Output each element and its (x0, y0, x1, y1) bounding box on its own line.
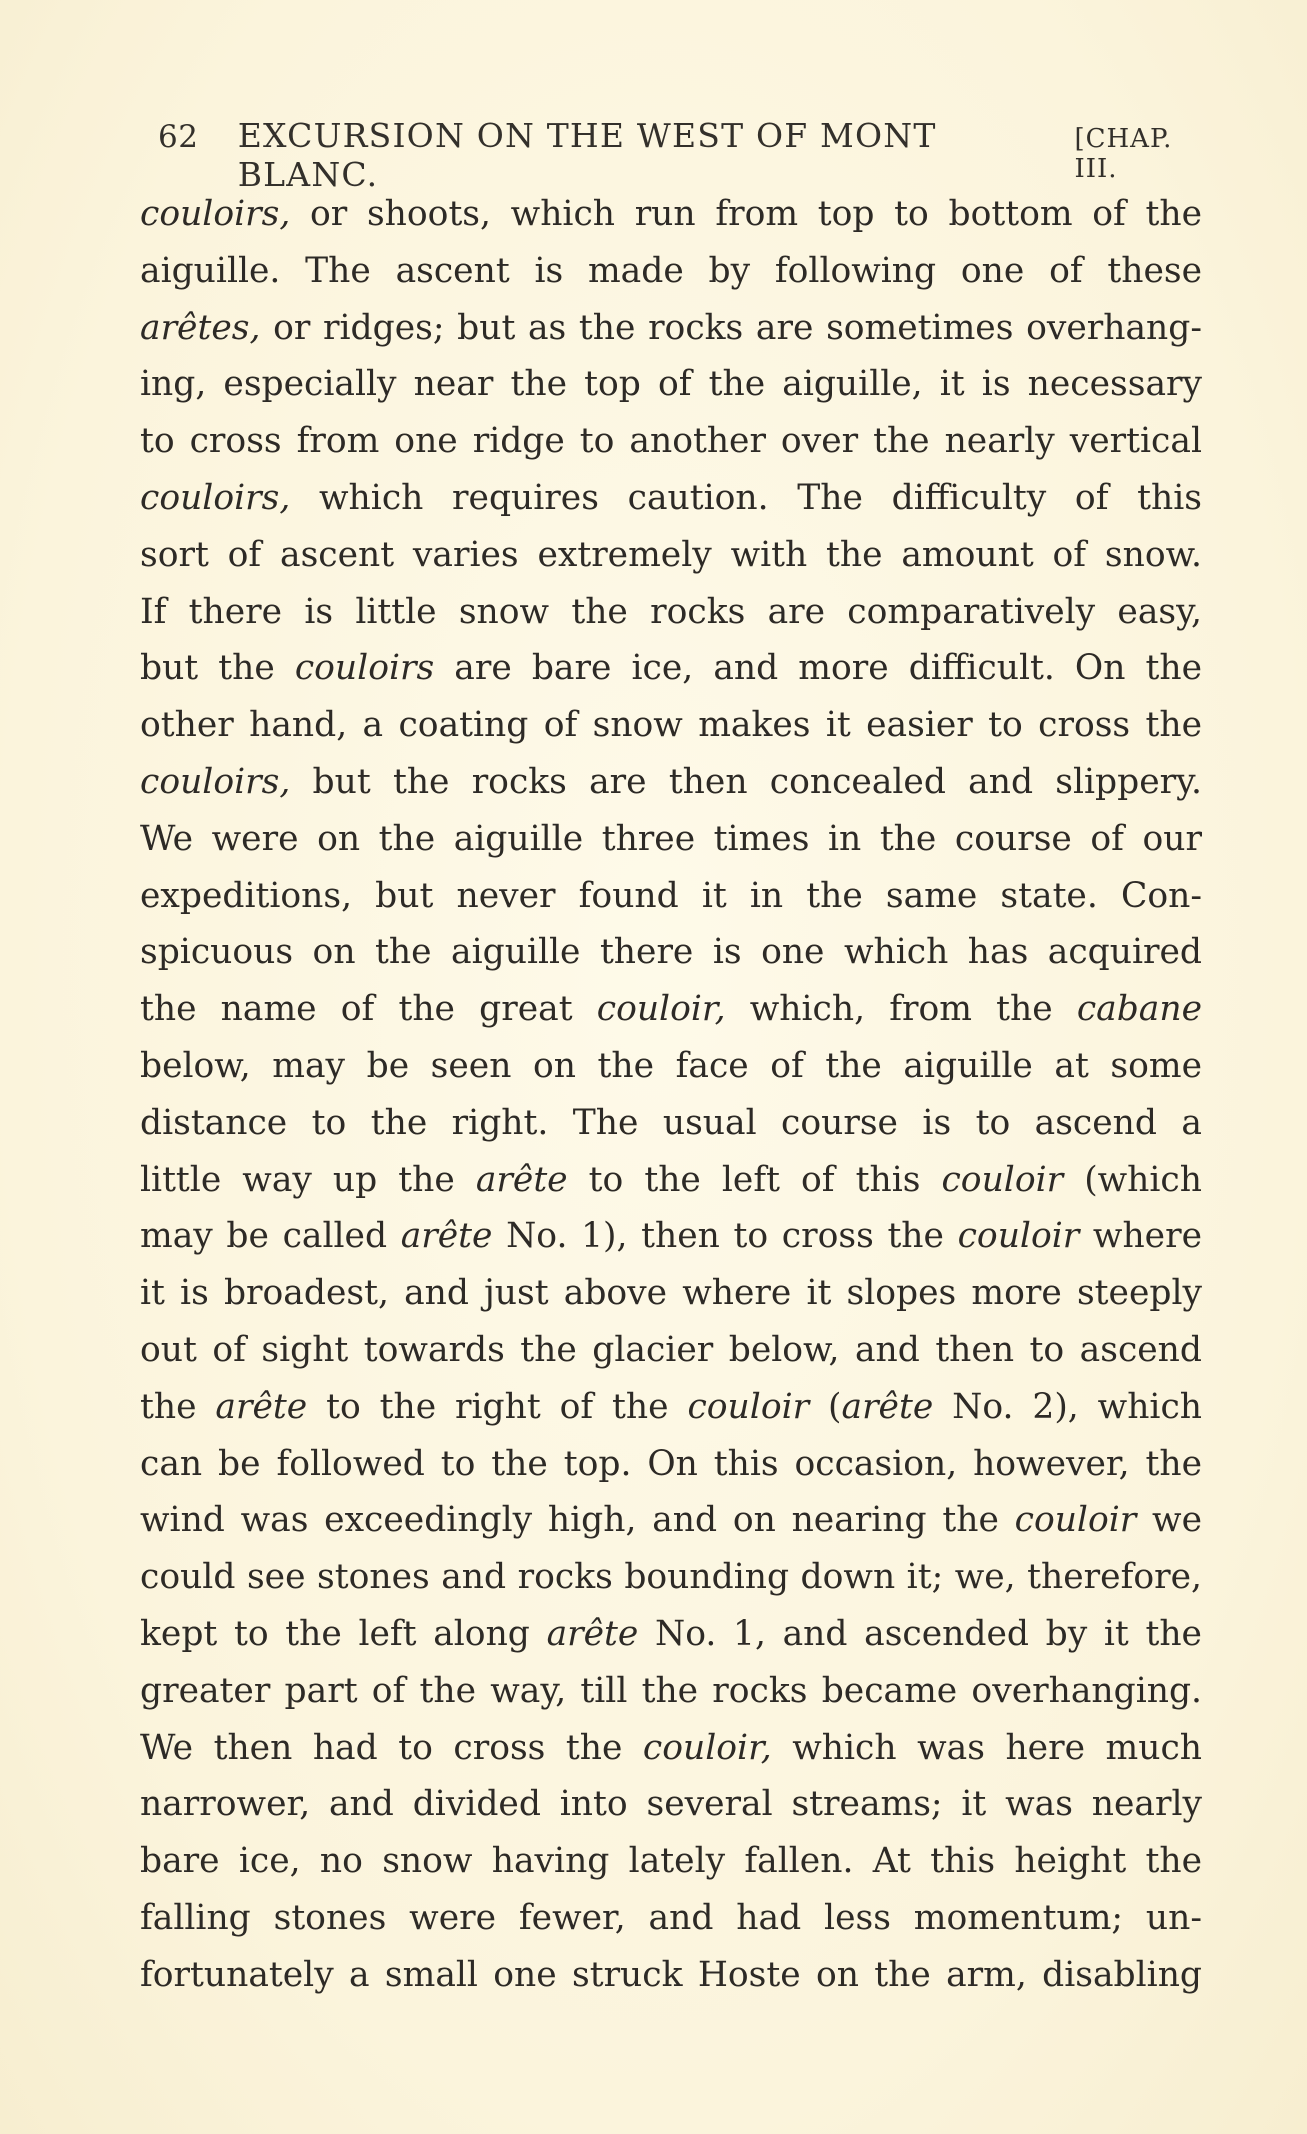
italic-term: couloirs, (140, 194, 291, 234)
text-line (140, 1095, 1202, 1152)
italic-term: arête (475, 1159, 568, 1200)
text-segment: We were on the aiguille three times in the course of our (140, 818, 1202, 859)
text-line (140, 1038, 1202, 1095)
italic-term: cabane (1076, 989, 1202, 1030)
text-segment: could see stones and rocks bounding down it; we, therefore, (140, 1557, 1202, 1598)
text-line (140, 356, 1202, 413)
text-segment: out of sight towards the glacier below, and then to ascend (140, 1329, 1202, 1370)
italic-term: couloir (957, 1216, 1080, 1257)
text-line (140, 1265, 1202, 1322)
italic-term: couloirs, (140, 477, 291, 518)
italic-term: arête (546, 1613, 639, 1654)
text-segment: If there is little snow the rocks are comparatively easy, (140, 591, 1202, 632)
text-segment: which, from the (725, 989, 1077, 1030)
text-segment: which requires caution. The difficulty of this (290, 477, 1202, 518)
text-segment: the (140, 1386, 216, 1427)
text-segment: it is broadest, and just above where it slopes more steeply (140, 1273, 1202, 1314)
text-segment: aiguille. The ascent is made by following one of these (140, 250, 1202, 291)
text-segment: to the right of the (307, 1386, 688, 1427)
text-line (140, 300, 1202, 357)
italic-term: arête (400, 1216, 493, 1257)
text-segment: but the (140, 648, 295, 689)
text-line (140, 1833, 1202, 1890)
text-line (140, 1208, 1202, 1265)
text-segment: where (1079, 1216, 1202, 1257)
text-line (140, 1947, 1202, 2004)
italic-term: couloirs, (140, 761, 291, 802)
text-segment: which was here much (771, 1727, 1202, 1768)
page-number: 62 (158, 119, 199, 155)
text-segment: or shoots, which run from top to bottom of the (290, 194, 1202, 234)
text-line (140, 1606, 1202, 1663)
text-segment: (which (1063, 1159, 1202, 1200)
italic-term: couloir, (642, 1727, 772, 1768)
text-segment: bare ice, no snow having lately fallen. At this height the (140, 1841, 1202, 1882)
italic-term: arêtes, (140, 307, 261, 348)
text-segment: falling stones were fewer, and had less momentum; un- (140, 1897, 1202, 1938)
text-segment: but the rocks are then concealed and slippery. (290, 761, 1202, 802)
running-title: EXCURSION ON THE WEST OF MONT BLANC. (237, 116, 937, 194)
text-line (140, 811, 1202, 868)
chapter-marker: [CHAP. III. (1074, 124, 1173, 184)
text-segment: No. 1), then to cross the (492, 1216, 958, 1257)
text-segment: ( (809, 1386, 842, 1427)
text-segment: expeditions, but never found it in the same state. Con- (140, 875, 1202, 916)
italic-term: couloir (687, 1386, 810, 1427)
text-segment: No. 2), which (933, 1386, 1202, 1427)
text-segment: greater part of the way, till the rocks became overhanging. (140, 1670, 1202, 1711)
italic-term: couloirs (294, 648, 435, 689)
italic-term: couloir, (596, 989, 726, 1030)
body-text (140, 186, 1202, 2004)
text-segment: wind was exceedingly high, and on nearing the (140, 1500, 1015, 1541)
text-segment: sort of ascent varies extremely with the amount of snow. (140, 534, 1202, 575)
text-segment: the name of the great (140, 989, 597, 1030)
text-segment: We then had to cross the (140, 1727, 643, 1768)
text-segment: narrower, and divided into several streams; it was nearly (140, 1784, 1202, 1825)
text-segment: ing, especially near the top of the aiguille, it is necessary (140, 364, 1202, 405)
italic-term: arête (841, 1386, 934, 1427)
text-line (140, 1549, 1202, 1606)
text-line (140, 697, 1202, 754)
text-segment: below, may be seen on the face of the aiguille at some (140, 1045, 1202, 1086)
text-line (140, 1890, 1202, 1947)
text-line (140, 1776, 1202, 1833)
text-segment: are bare ice, and more difficult. On the (434, 648, 1202, 689)
text-line (140, 243, 1202, 300)
text-line (140, 527, 1202, 584)
text-line (140, 1436, 1202, 1493)
text-line (140, 1720, 1202, 1777)
text-line (140, 1663, 1202, 1720)
text-line (140, 470, 1202, 527)
text-line (140, 924, 1202, 981)
text-line (140, 1152, 1202, 1209)
text-segment: we (1136, 1500, 1202, 1541)
text-line (140, 1492, 1202, 1549)
text-segment: may be called (140, 1216, 401, 1257)
text-line (140, 1379, 1202, 1436)
text-line (140, 584, 1202, 641)
text-segment: fortunately a small one struck Hoste on the arm, disabling (140, 1954, 1202, 1995)
text-segment: to cross from one ridge to another over the nearly vertical (140, 421, 1202, 462)
text-segment: can be followed to the top. On this occasion, however, the (140, 1443, 1202, 1484)
text-line (140, 868, 1202, 925)
text-segment: or ridges; but as the rocks are sometimes overhang- (260, 307, 1202, 348)
text-segment: kept to the left along (140, 1613, 547, 1654)
text-segment: little way up the (140, 1159, 476, 1200)
italic-term: couloir (941, 1159, 1064, 1200)
text-segment: other hand, a coating of snow makes it easier to cross the (140, 705, 1202, 746)
text-line (140, 754, 1202, 811)
text-line (140, 640, 1202, 697)
text-segment: No. 1, and ascended by it the (638, 1613, 1202, 1654)
text-segment: distance to the right. The usual course is to ascend a (140, 1102, 1202, 1143)
italic-term: arête (215, 1386, 308, 1427)
text-line (140, 981, 1202, 1038)
running-head (158, 116, 1218, 194)
text-segment: to the left of this (567, 1159, 942, 1200)
text-line (140, 413, 1202, 470)
italic-term: couloir (1014, 1500, 1137, 1541)
text-line (140, 186, 1202, 243)
text-line (140, 1322, 1202, 1379)
text-segment: spicuous on the aiguille there is one which has acquired (140, 932, 1202, 973)
